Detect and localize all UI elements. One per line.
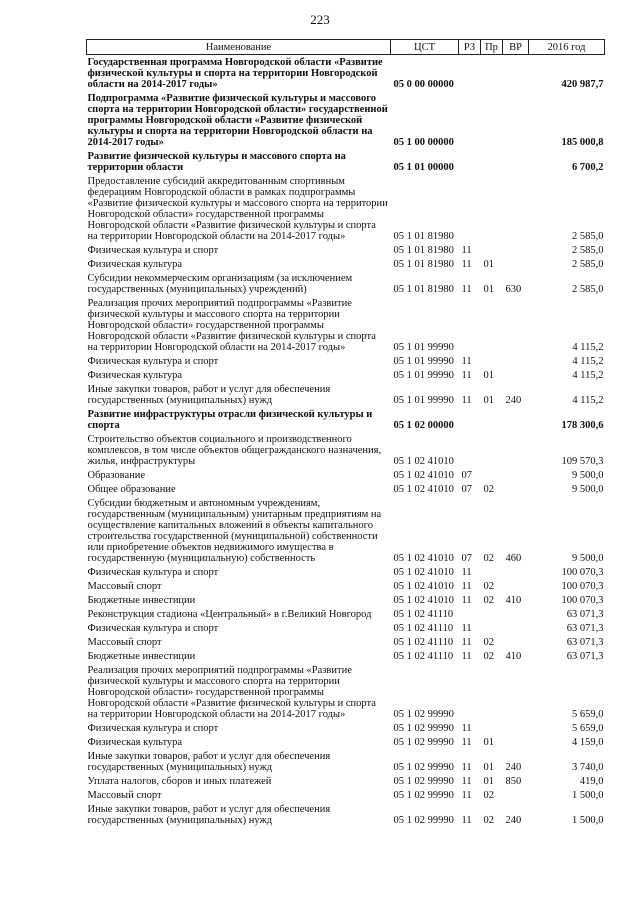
header-amount: 2016 год — [529, 40, 605, 55]
row-name: Бюджетные инвестиции — [87, 651, 196, 662]
row-pr — [481, 296, 503, 354]
row-vr — [503, 91, 529, 149]
row-amount: 2 585,0 — [572, 245, 604, 256]
row-rz: 11 — [461, 567, 472, 578]
row-name: Физическая культура и спорт — [87, 567, 219, 578]
row-amount: 3 740,0 — [572, 762, 604, 773]
table-row — [87, 382, 605, 407]
row-amount: 63 071,3 — [566, 609, 604, 620]
row-name: Реализация прочих мероприятий подпрограммы «Развитие физической культуры и массового спорта на территории Новгородской области» государственной программы Новгородской области «Развитие физической культуры и спорта на территории Новгородской области на 2014-2017 годы» — [87, 298, 376, 353]
row-code: 05 1 01 99990 — [393, 395, 454, 406]
row-name: Государственная программа Новгородской области «Развитие физической культуры и спорта на территории Новгородской области на 2014-2017 годы» — [87, 57, 383, 90]
row-vr — [503, 788, 529, 802]
row-pr — [481, 721, 503, 735]
row-vr — [503, 607, 529, 621]
row-pr — [481, 407, 503, 432]
row-name: Строительство объектов социального и производственного комплексов, в том числе объектов общегражданского назначения, жилья, инфраструктуры — [87, 434, 382, 467]
table-row — [87, 55, 605, 92]
row-amount: 185 000,8 — [561, 137, 604, 148]
row-pr: 01 — [483, 370, 494, 381]
row-rz: 07 — [461, 470, 472, 481]
row-rz: 11 — [461, 595, 472, 606]
row-vr: 460 — [505, 553, 522, 564]
row-code: 05 1 01 81980 — [393, 284, 454, 295]
row-rz — [459, 663, 481, 721]
row-code: 05 1 01 99990 — [393, 370, 454, 381]
row-vr — [503, 663, 529, 721]
row-name: Развитие физической культуры и массового спорта на территории области — [87, 151, 346, 173]
row-pr: 01 — [483, 762, 494, 773]
row-amount: 109 570,3 — [561, 456, 604, 467]
row-name: Физическая культура и спорт — [87, 623, 219, 634]
row-amount: 1 500,0 — [572, 790, 604, 801]
table-row — [87, 607, 605, 621]
table-row — [87, 635, 605, 649]
table-row — [87, 802, 605, 827]
row-vr — [503, 407, 529, 432]
table-row — [87, 788, 605, 802]
row-amount: 4 115,2 — [572, 370, 604, 381]
row-amount: 4 115,2 — [572, 342, 604, 353]
row-vr — [503, 579, 529, 593]
row-rz: 11 — [461, 581, 472, 592]
header-code: ЦСТ — [391, 40, 459, 55]
row-name: Субсидии бюджетным и автономным учреждениям, государственным (муниципальным) унитарным предприятиям на осуществление капитальных вложений в объекты капитального строительства государственной (муниципальной) собственности или приобретение объектов недвижимого имущества в государственную (муниципальную) собственность — [87, 498, 382, 564]
row-name: Массовый спорт — [87, 581, 162, 592]
page-number: 223 — [310, 12, 330, 27]
table-row — [87, 774, 605, 788]
row-code: 05 1 02 41010 — [393, 595, 454, 606]
row-vr — [503, 482, 529, 496]
row-rz: 11 — [461, 370, 472, 381]
row-vr — [503, 174, 529, 243]
row-name: Подпрограмма «Развитие физической культуры и массового спорта на территории Новгородской области» государственной программы Новгородской области «Развитие физической культуры и спорта на территории Новгородской области на 2014-2017 годы» — [87, 93, 388, 148]
row-pr — [481, 55, 503, 92]
row-code: 05 1 02 41010 — [393, 484, 454, 495]
table-row — [87, 271, 605, 296]
row-pr — [481, 91, 503, 149]
row-rz: 07 — [461, 553, 472, 564]
table-row — [87, 649, 605, 663]
row-amount: 4 115,2 — [572, 356, 604, 367]
row-vr: 630 — [505, 284, 522, 295]
row-code: 05 1 01 81980 — [393, 259, 454, 270]
row-name: Физическая культура — [87, 370, 183, 381]
row-amount: 63 071,3 — [566, 637, 604, 648]
row-pr — [481, 243, 503, 257]
row-pr: 01 — [483, 284, 494, 295]
row-rz — [459, 607, 481, 621]
row-name: Физическая культура и спорт — [87, 245, 219, 256]
row-pr: 02 — [483, 581, 494, 592]
table-row — [87, 174, 605, 243]
row-rz: 11 — [461, 395, 472, 406]
row-name: Предоставление субсидий аккредитованным спортивным федерациям Новгородской области в рамках подпрограммы «Развитие физической культуры и массового спорта на территории Новгородской области» государственной программы Новгородской области «Развитие физической культуры и спорта на территории Новгородской области на 2014-2017 годы» — [87, 176, 388, 242]
row-amount: 2 585,0 — [572, 231, 604, 242]
row-amount: 9 500,0 — [572, 484, 604, 495]
row-amount: 178 300,6 — [561, 420, 604, 431]
row-vr — [503, 149, 529, 174]
row-pr: 01 — [483, 259, 494, 270]
row-amount: 2 585,0 — [572, 259, 604, 270]
header-rz: РЗ — [459, 40, 481, 55]
row-vr: 410 — [505, 595, 522, 606]
row-pr — [481, 621, 503, 635]
table-row — [87, 407, 605, 432]
row-name: Физическая культура и спорт — [87, 723, 219, 734]
table-row — [87, 496, 605, 565]
row-vr — [503, 257, 529, 271]
table-row — [87, 243, 605, 257]
row-pr — [481, 149, 503, 174]
row-vr — [503, 243, 529, 257]
row-pr — [481, 174, 503, 243]
row-rz — [459, 91, 481, 149]
row-code: 05 1 02 41010 — [393, 456, 454, 467]
row-pr — [481, 354, 503, 368]
row-rz — [459, 174, 481, 243]
budget-table — [86, 39, 605, 827]
row-code: 05 1 02 99990 — [393, 776, 454, 787]
row-code: 05 1 02 41010 — [393, 581, 454, 592]
row-code: 05 1 00 00000 — [393, 137, 454, 148]
row-pr: 02 — [483, 637, 494, 648]
row-code: 05 1 01 81980 — [393, 245, 454, 256]
row-vr: 410 — [505, 651, 522, 662]
row-rz: 11 — [461, 723, 472, 734]
row-rz: 11 — [461, 790, 472, 801]
row-code: 05 1 02 41010 — [393, 470, 454, 481]
table-row — [87, 663, 605, 721]
row-pr — [481, 468, 503, 482]
table-row — [87, 735, 605, 749]
row-amount: 63 071,3 — [566, 623, 604, 634]
table-row — [87, 368, 605, 382]
row-pr — [481, 607, 503, 621]
row-amount: 4 159,0 — [572, 737, 604, 748]
row-vr: 240 — [505, 815, 522, 826]
row-pr: 02 — [483, 651, 494, 662]
row-code: 05 1 02 41010 — [393, 553, 454, 564]
row-amount: 420 987,7 — [561, 79, 604, 90]
row-vr — [503, 621, 529, 635]
row-vr — [503, 565, 529, 579]
row-vr — [503, 432, 529, 468]
table-row — [87, 296, 605, 354]
table-row — [87, 482, 605, 496]
row-code: 05 1 02 41110 — [393, 623, 454, 634]
row-rz: 11 — [461, 637, 472, 648]
row-name: Образование — [87, 470, 146, 481]
row-code: 05 1 02 99990 — [393, 709, 454, 720]
row-code: 05 1 02 99990 — [393, 762, 454, 773]
row-code: 05 1 02 41110 — [393, 637, 454, 648]
row-amount: 1 500,0 — [572, 815, 604, 826]
row-amount: 63 071,3 — [566, 651, 604, 662]
row-vr — [503, 468, 529, 482]
row-pr: 01 — [483, 395, 494, 406]
header-vr: ВР — [503, 40, 529, 55]
row-vr — [503, 635, 529, 649]
row-rz: 11 — [461, 245, 472, 256]
table-row — [87, 579, 605, 593]
table-row — [87, 621, 605, 635]
row-code: 05 1 02 41110 — [393, 609, 454, 620]
row-rz: 11 — [461, 356, 472, 367]
row-rz — [459, 149, 481, 174]
row-code: 05 1 02 99990 — [393, 815, 454, 826]
row-code: 05 0 00 00000 — [393, 79, 454, 90]
row-rz — [459, 296, 481, 354]
row-name: Субсидии некоммерческим организациям (за исключением государственных (муниципальных) учреждений) — [87, 273, 353, 295]
row-code: 05 1 02 41010 — [393, 567, 454, 578]
row-code: 05 1 02 99990 — [393, 723, 454, 734]
row-rz: 11 — [461, 762, 472, 773]
row-vr — [503, 296, 529, 354]
row-amount: 9 500,0 — [572, 470, 604, 481]
row-vr: 240 — [505, 395, 522, 406]
row-amount: 100 070,3 — [561, 567, 604, 578]
row-name: Физическая культура и спорт — [87, 356, 219, 367]
table-row — [87, 91, 605, 149]
row-name: Массовый спорт — [87, 637, 162, 648]
row-pr: 01 — [483, 737, 494, 748]
row-name: Развитие инфраструктуры отрасли физической культуры и спорта — [87, 409, 373, 431]
row-vr: 850 — [505, 776, 522, 787]
row-code: 05 1 02 41110 — [393, 651, 454, 662]
row-code: 05 1 02 99990 — [393, 790, 454, 801]
row-rz: 11 — [461, 776, 472, 787]
row-pr: 02 — [483, 553, 494, 564]
row-pr: 02 — [483, 790, 494, 801]
row-code: 05 1 01 99990 — [393, 356, 454, 367]
row-amount: 100 070,3 — [561, 581, 604, 592]
row-pr — [481, 663, 503, 721]
row-vr — [503, 735, 529, 749]
table-header-row — [87, 40, 605, 55]
table-row — [87, 468, 605, 482]
row-name: Иные закупки товаров, работ и услуг для обеспечения государственных (муниципальных) нужд — [87, 384, 331, 406]
row-pr: 02 — [483, 815, 494, 826]
table-row — [87, 432, 605, 468]
row-name: Реконструкция стадиона «Центральный» в г.Великий Новгород — [87, 609, 372, 620]
row-code: 05 1 02 99990 — [393, 737, 454, 748]
row-code: 05 1 02 00000 — [393, 420, 454, 431]
row-code: 05 1 01 81980 — [393, 231, 454, 242]
row-code: 05 1 01 99990 — [393, 342, 454, 353]
row-vr — [503, 721, 529, 735]
row-amount: 5 659,0 — [572, 709, 604, 720]
row-amount: 9 500,0 — [572, 553, 604, 564]
header-name: Наименование — [87, 40, 391, 55]
row-pr: 01 — [483, 776, 494, 787]
row-name: Массовый спорт — [87, 790, 162, 801]
row-name: Иные закупки товаров, работ и услуг для обеспечения государственных (муниципальных) нужд — [87, 751, 331, 773]
row-name: Реализация прочих мероприятий подпрограммы «Развитие физической культуры и массового спорта на территории Новгородской области» государственной программы Новгородской области «Развитие физической культуры и спорта на территории Новгородской области на 2014-2017 годы» — [87, 665, 376, 720]
table-row — [87, 749, 605, 774]
row-vr — [503, 368, 529, 382]
row-name: Бюджетные инвестиции — [87, 595, 196, 606]
row-code: 05 1 01 00000 — [393, 162, 454, 173]
table-row — [87, 257, 605, 271]
row-vr: 240 — [505, 762, 522, 773]
row-name: Уплата налогов, сборов и иных платежей — [87, 776, 272, 787]
row-rz: 11 — [461, 815, 472, 826]
row-rz: 11 — [461, 623, 472, 634]
table-row — [87, 149, 605, 174]
row-amount: 6 700,2 — [572, 162, 604, 173]
row-name: Физическая культура — [87, 259, 183, 270]
row-name: Физическая культура — [87, 737, 183, 748]
row-rz: 11 — [461, 284, 472, 295]
row-amount: 2 585,0 — [572, 284, 604, 295]
row-pr: 02 — [483, 595, 494, 606]
row-rz: 11 — [461, 737, 472, 748]
row-rz: 11 — [461, 259, 472, 270]
row-name: Общее образование — [87, 484, 176, 495]
header-pr: Пр — [481, 40, 503, 55]
row-name: Иные закупки товаров, работ и услуг для обеспечения государственных (муниципальных) нужд — [87, 804, 331, 826]
row-rz — [459, 407, 481, 432]
row-pr: 02 — [483, 484, 494, 495]
row-amount: 100 070,3 — [561, 595, 604, 606]
row-pr — [481, 432, 503, 468]
row-amount: 419,0 — [579, 776, 604, 787]
row-vr — [503, 354, 529, 368]
row-rz — [459, 55, 481, 92]
row-rz — [459, 432, 481, 468]
row-pr — [481, 565, 503, 579]
row-amount: 4 115,2 — [572, 395, 604, 406]
row-amount: 5 659,0 — [572, 723, 604, 734]
table-row — [87, 721, 605, 735]
row-vr — [503, 55, 529, 92]
row-rz: 07 — [461, 484, 472, 495]
table-row — [87, 565, 605, 579]
table-row — [87, 593, 605, 607]
table-row — [87, 354, 605, 368]
row-rz: 11 — [461, 651, 472, 662]
